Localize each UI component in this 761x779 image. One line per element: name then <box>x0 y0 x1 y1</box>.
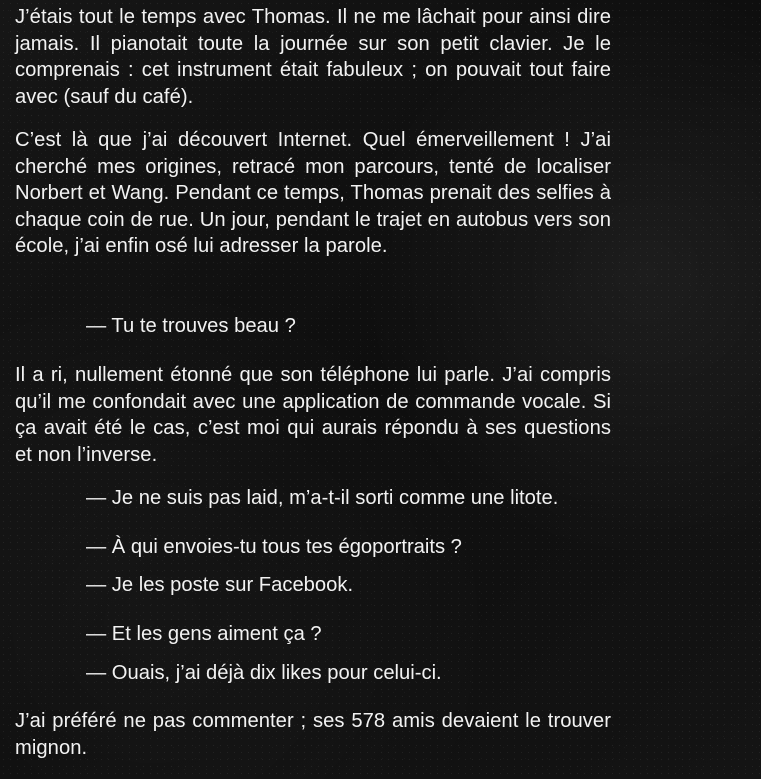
dialogue-line-2: — Je ne suis pas laid, m’a-t-il sorti comme une litote. <box>86 487 559 509</box>
paragraph-1: J’étais tout le temps avec Thomas. Il ne me lâchait pour ainsi dire jamais. Il pianotait toute la journée sur son petit clavier. Je le comprenais : cet instrument était fabuleux ; on pouvait tout faire avec (sauf du café). <box>15 6 611 108</box>
paragraph-4: J’ai préféré ne pas commenter ; ses 578 amis devaient le trouver mignon. <box>15 710 611 759</box>
paragraph-3: Il a ri, nullement étonné que son téléphone lui parle. J’ai compris qu’il me confondait avec une application de commande vocale. Si ça avait été le cas, c’est moi qui aurais répondu à ses questions et non l’inverse. <box>15 364 611 466</box>
dialogue-line-5: — Et les gens aiment ça ? <box>86 623 322 645</box>
dialogue-line-1: — Tu te trouves beau ? <box>86 315 296 337</box>
dialogue-line-4: — Je les poste sur Facebook. <box>86 574 354 596</box>
dialogue-line-3: — À qui envoies-tu tous tes égoportraits ? <box>86 536 462 558</box>
dialogue-line-6: — Ouais, j’ai déjà dix likes pour celui-ci. <box>86 662 442 684</box>
paragraph-2: C’est là que j’ai découvert Internet. Quel émerveillement ! J’ai cherché mes origines, retracé mon parcours, tenté de localiser Norbert et Wang. Pendant ce temps, Thomas prenait des selfies à chaque coin de rue. Un jour, pendant le trajet en autobus vers son école, j’ai enfin osé lui adresser la parole. <box>15 129 611 257</box>
